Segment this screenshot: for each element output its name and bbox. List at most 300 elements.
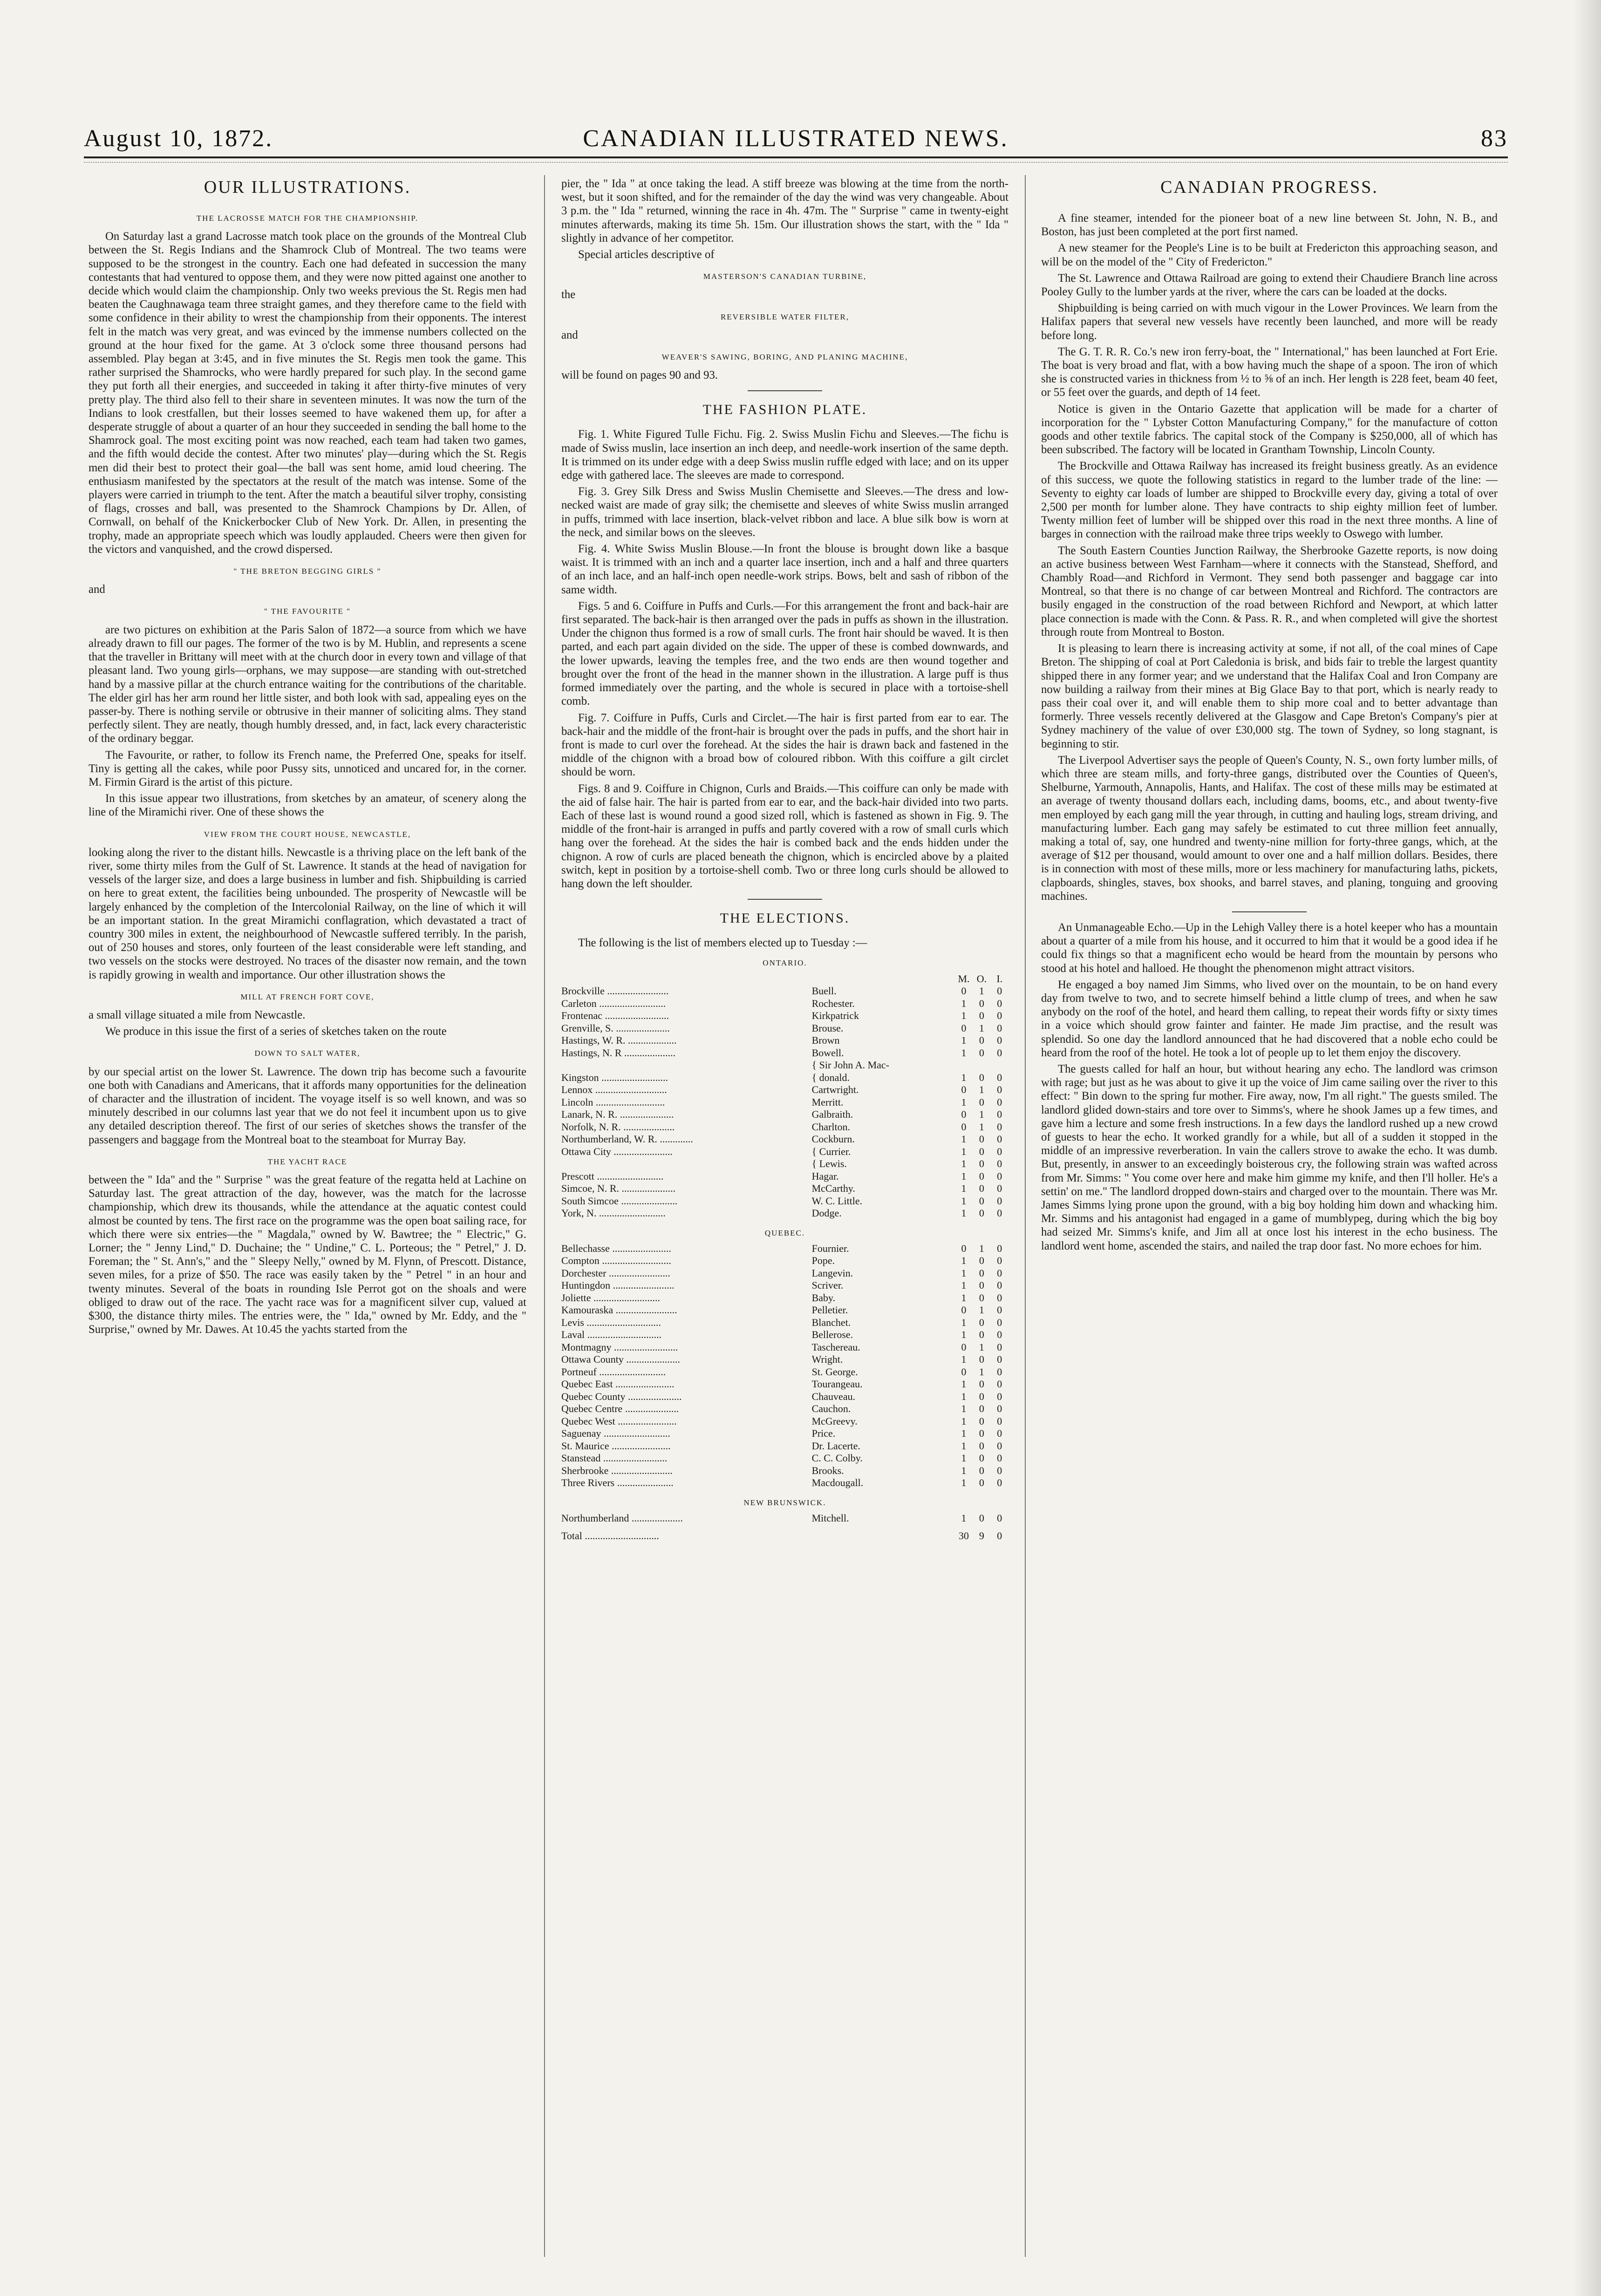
page-edge-shadow [1573, 0, 1601, 2296]
riding-name: Levis ............................. [561, 1316, 661, 1328]
member-name: Brown [811, 1034, 840, 1046]
count-i: 0 [997, 1304, 1002, 1316]
riding-name: Laval ............................. [561, 1329, 662, 1341]
count-o [973, 1059, 990, 1072]
count-o: 0 [979, 1378, 984, 1390]
riding-name: St. Maurice ....................... [561, 1440, 671, 1452]
table-row [561, 1341, 1008, 1354]
count-o: 0 [979, 1403, 984, 1415]
count-o: 1 [979, 1341, 984, 1353]
riding-name: Prescott .......................... [561, 1170, 664, 1182]
table-row [561, 1366, 1008, 1379]
count-m: 1 [961, 997, 967, 1009]
member-name: McGreevy. [811, 1415, 858, 1427]
member-name: St. George. [811, 1365, 858, 1378]
count-m: 1 [961, 1477, 967, 1489]
paragraph: pier, the " Ida " at once taking the lead. A stiff breeze was blowing at the time from the north-west, but it soon shifted, and for the remainder of the day the wind was very changeable. About 3 p.m. the " Ida " returned, winning the race in 4h. 47m. The " Surprise " came in twenty-eight minutes afterwards, making its time 5h. 15m. Our illustration shows the start, with the " Ida " slightly in advance of her competitor. [561, 177, 1008, 245]
member-name: Fournier. [811, 1242, 849, 1254]
table-row [561, 1108, 1008, 1121]
table-row [561, 1022, 1008, 1035]
member-name: Cockburn. [811, 1133, 855, 1145]
count-o: 0 [979, 1316, 984, 1328]
spacer [561, 973, 812, 985]
count-m: 1 [961, 1010, 967, 1022]
count-i: 0 [997, 1378, 1002, 1390]
count-i: 0 [997, 1010, 1002, 1022]
member-name: Blanchet. [811, 1316, 851, 1328]
count-o: 1 [979, 1242, 984, 1254]
count-i: 0 [997, 1530, 1002, 1542]
member-name: Cartwright. [811, 1084, 859, 1096]
count-o: 0 [979, 1427, 984, 1440]
column-our-illustrations [89, 177, 526, 1339]
member-name: { donald. [811, 1071, 850, 1083]
count-m: 1 [961, 1046, 967, 1059]
count-i: 0 [997, 1279, 1002, 1291]
riding-name [561, 1059, 812, 1072]
header-rule-dashed [84, 162, 1508, 163]
count-m: 1 [961, 1378, 967, 1390]
riding-name: Total ............................. [561, 1530, 659, 1542]
column-fashion-elections [561, 177, 1008, 1542]
count-i: 0 [997, 1022, 1002, 1034]
riding-name: Compton ........................... [561, 1255, 671, 1267]
count-m: 0 [961, 1341, 967, 1353]
elections-list [561, 985, 1008, 1220]
province-label: ONTARIO. [763, 958, 807, 968]
member-name: C. C. Colby. [811, 1452, 863, 1464]
count-m: 0 [961, 985, 967, 997]
table-row [561, 998, 1008, 1010]
paragraph: Figs. 8 and 9. Coiffure in Chignon, Curls and Braids.—This coiffure can only be made with the aid of false hair. The hair is parted from ear to ear, and the back-hair divided into two parts. Each of these last is wound round a good sized roll, which is fastened as shown in Fig. 9. The middle of the front-hair is arranged in puffs and partly covered with a row of small curls which hang over the forehead. At the sides the hair is combed back and the ends hidden under the chignon. A row of curls are placed beneath the chignon, which is encircled above by a plaited switch, kept in position by a tortoise-shell comb. Two or three long curls should be allowed to hang down the left shoulder. [561, 782, 1008, 890]
subheading: " THE BRETON BEGGING GIRLS " [233, 567, 382, 576]
count-m: 0 [961, 1022, 967, 1034]
count-i: 0 [997, 1207, 1002, 1219]
elections-list [561, 1512, 1008, 1525]
count-i: 0 [997, 1267, 1002, 1279]
member-name: Wright. [811, 1353, 843, 1365]
paragraph: are two pictures on exhibition at the Paris Salon of 1872—a source from which we have already drawn to fill our pages. The former of the two is by M. Hublin, and represents a scene that the traveller in Brittany will meet with at the church door in every town and village of that pleasant land. Two young girls—orphans, we may suppose—are standing with out-stretched hand by a massive pillar at the church entrance waiting for the contributions of the charitable. The elder girl has her arm round her little sister, and both look with sad, appealing eyes on the passer-by. There is nothing servile or obtrusive in their manner of soliciting alms. They stand perfectly silent. They are neatly, though humbly dressed, and, in fact, lack every characteristic of the ordinary beggar. [89, 623, 526, 745]
count-m: 1 [961, 1427, 967, 1440]
subheading: THE YACHT RACE [267, 1157, 347, 1166]
province-label: QUEBEC. [764, 1228, 805, 1237]
column-header: M. [958, 972, 970, 985]
count-m: 1 [961, 1353, 967, 1365]
count-m: 1 [961, 1255, 967, 1267]
member-name: Langevin. [811, 1267, 853, 1279]
table-row [561, 1465, 1008, 1477]
member-name: Tourangeau. [811, 1378, 863, 1390]
paragraph: Special articles descriptive of [578, 248, 715, 261]
riding-name: Ottawa County ..................... [561, 1353, 680, 1365]
paragraph: The following is the list of members elected up to Tuesday :— [578, 937, 867, 950]
table-row [561, 1084, 1008, 1096]
riding-name: Lanark, N. R. ..................... [561, 1108, 674, 1121]
count-o: 0 [979, 997, 984, 1009]
table-row [561, 1329, 1008, 1341]
count-m [955, 1059, 973, 1072]
count-o: 0 [979, 1010, 984, 1022]
table-row [561, 1317, 1008, 1329]
count-i: 0 [997, 1255, 1002, 1267]
count-o: 0 [979, 1158, 984, 1170]
riding-name: Hastings, N. R .................... [561, 1046, 676, 1059]
paragraph: It is pleasing to learn there is increasing activity at some, if not all, of the coal mines of Cape Breton. The shipping of coal at Port Caledonia is brisk, and bids fair to treble the largest quantity shipped there in any former year; and we understand that the Halifax Coal and Iron Company are now building a railway from their mines at Big Glace Bay to that port, which is nearly ready to pass their coal over it, and will enable them to ship more coal and to better advantage than formerly. Three vessels recently delivered at the Glasgow and Cape Breton's Company's pier at Sydney machinery of the value of over £30,000 stg. The town of Sydney, so long stagnant, is beginning to stir. [1041, 642, 1498, 750]
count-o: 0 [979, 1452, 984, 1464]
paragraph: Fig. 7. Coiffure in Puffs, Curls and Circlet.—The hair is first parted from ear to ear. The back-hair and the middle of the front-hair is brought over the pads in puffs, and the short hair in front is made to curl over the forehead. At the sides the hair is drawn back and fastened in the middle of the chignon with a broad bow of coloured ribbon. With this coiffure a gilt circlet should be worn. [561, 711, 1008, 779]
table-row [561, 1243, 1008, 1255]
member-name: Dr. Lacerte. [811, 1440, 861, 1452]
table-row [561, 1010, 1008, 1022]
table-row [561, 1195, 1008, 1208]
riding-name: Grenville, S. ..................... [561, 1022, 670, 1034]
count-i: 0 [997, 1034, 1002, 1046]
article-item: WEAVER'S SAWING, BORING, AND PLANING MACHINE, [661, 353, 908, 362]
count-i: 0 [997, 1242, 1002, 1254]
count-m: 1 [961, 1096, 967, 1108]
table-row [561, 1427, 1008, 1440]
riding-name: Saguenay .......................... [561, 1427, 671, 1440]
table-row [561, 1415, 1008, 1428]
count-m: 1 [961, 1512, 967, 1524]
riding-name: Ottawa City ....................... [561, 1145, 673, 1157]
count-i: 0 [997, 1329, 1002, 1341]
count-m: 1 [961, 1390, 967, 1402]
count-i: 0 [997, 1182, 1002, 1195]
divider [1232, 911, 1307, 912]
member-name: McCarthy. [811, 1182, 855, 1195]
count-i: 0 [997, 1158, 1002, 1170]
riding-name: Carleton .......................... [561, 997, 666, 1009]
section-heading: OUR ILLUSTRATIONS. [204, 177, 411, 197]
count-o: 0 [979, 1071, 984, 1083]
member-name [812, 1524, 955, 1542]
count-i: 0 [997, 1316, 1002, 1328]
count-o: 1 [979, 1365, 984, 1378]
riding-name: Quebec Centre ..................... [561, 1403, 679, 1415]
count-o: 0 [979, 1329, 984, 1341]
riding-name: Frontenac ......................... [561, 1010, 669, 1022]
count-i: 0 [997, 1427, 1002, 1440]
riding-name: Lincoln ........................... [561, 1096, 665, 1108]
member-name: Hagar. [811, 1170, 839, 1182]
count-i: 0 [997, 997, 1002, 1009]
riding-name: Dorchester ........................ [561, 1267, 671, 1279]
count-i: 0 [997, 1170, 1002, 1182]
table-row [561, 1146, 1008, 1158]
paragraph: between the " Ida" and the " Surprise " was the great feature of the regatta held at Lachine on Saturday last. The great attraction of the day, however, was the match for the lacrosse championship, which drew its thousands, while the attendance at the aquatic contest could almost be counted by tens. The first race on the programme was the open boat sailing race, for which there were six entries—the " Magdala," owned by W. Bawtree; the " Electric," G. Lorner; the " Jenny Lind," D. Duchaine; the " Undine," C. L. Porteous; the " Petrel," J. D. Foreman; the " St. Ann's," and the " Sleepy Nelly," owned by M. Flynn, of Prescott. Distance, seven miles, for a prize of $50. The race was easily taken by the " Petrel " in an hour and twenty minutes. Several of the boats in rounding Isle Perrot got on the shoals and were obliged to draw out of the race. The yacht race was for a magnificent silver cup, valued at $300, the distance thirty miles. The entries were, the " Ida," owned by Mr. Eddy, and the " Surprise," owned by Mr. Dawes. At 10.45 the yachts started from the [89, 1174, 526, 1336]
count-m: 1 [961, 1182, 967, 1195]
table-row [561, 1304, 1008, 1317]
table-row [561, 1267, 1008, 1280]
riding-name: Stanstead ......................... [561, 1452, 668, 1464]
column-divider [544, 175, 545, 2257]
count-i: 0 [997, 1195, 1002, 1207]
riding-name: South Simcoe ...................... [561, 1195, 678, 1207]
member-name: Price. [811, 1427, 836, 1440]
member-name: W. C. Little. [811, 1195, 863, 1207]
table-row [561, 1524, 1008, 1542]
connector-text: and [561, 328, 578, 341]
member-name: Bowell. [811, 1046, 844, 1059]
paragraph: The guests called for half an hour, but without hearing any echo. The landlord was crimson with rage; but just as he was about to give it up the voice of Jim came sailing over the river to this effect: " Bin down to the spring fur mother. Fire away, now, I'm all right." The guests smiled. The landlord glided down-stairs and tore over to Simms's, where he shook James up a few times, and gave him a lecture and some fresh instructions. In a few days the landlord rushed up a new crowd of guests to hear the echo. It worked grandly for a while, but all of a sudden it stopped in the middle of an impressive reverberation. In vain the callers strove to awake the echo. It was dumb. But, presently, in answer to an exceedingly boisterous cry, the following strain was wafted across from Mr. Simms: " You come over here and make him gimme my knife, and then I'll holler. He's a settin' on me." The landlord dropped down-stairs and charged over to the mountain. There was Mr. James Simms lying prone upon the ground, with a big boy holding him down and whacking him. Mr. Simms and his antagonist had engaged in a game of mumblypeg, during which the big boy had seized Mr. Simms's knife, and Jim all at once lost his interest in the echo business. The landlord went home, ascended the stairs, and nailed the trap door fast. No more echoes for him. [1041, 1062, 1498, 1252]
header-rule [84, 156, 1508, 158]
table-row [561, 985, 1008, 998]
count-m: 1 [961, 1195, 967, 1207]
member-name: Scriver. [811, 1279, 844, 1291]
count-m: 1 [961, 1034, 967, 1046]
table-row [561, 1255, 1008, 1267]
count-o: 0 [979, 1291, 984, 1304]
column-header: I. [996, 972, 1003, 985]
count-m: 1 [961, 1279, 967, 1291]
count-m: 1 [961, 1133, 967, 1145]
count-m: 1 [961, 1329, 967, 1341]
count-o: 0 [979, 1034, 984, 1046]
count-m: 1 [961, 1170, 967, 1182]
paragraph: The G. T. R. R. Co.'s new iron ferry-boat, the " International," has been launched at Fort Erie. The boat is very broad and flat, with a bow having much the shape of a spoon. The iron of which she is constructed varies in thickness from ½ to ⅝ of an inch. Her length is 228 feet, beam 40 feet, or 55 feet over the guards, and depth of 14 feet. [1041, 345, 1498, 399]
count-i: 0 [997, 1291, 1002, 1304]
count-o: 0 [979, 1096, 984, 1108]
count-i: 0 [997, 1145, 1002, 1157]
table-row [561, 1072, 1008, 1084]
connector-text: and [89, 583, 105, 596]
count-i: 0 [997, 1464, 1002, 1476]
count-o: 0 [979, 1133, 984, 1145]
member-name: Baby. [811, 1291, 836, 1304]
table-row [561, 1378, 1008, 1391]
table-row [561, 1096, 1008, 1109]
count-o: 0 [979, 1464, 984, 1476]
count-i: 0 [997, 1108, 1002, 1121]
count-i: 0 [997, 1452, 1002, 1464]
riding-name: Hastings, W. R. ................... [561, 1034, 677, 1046]
spacer [812, 973, 955, 985]
member-name: Cauchon. [811, 1403, 851, 1415]
riding-name: Quebec West ....................... [561, 1415, 677, 1427]
member-name: Chauveau. [811, 1390, 856, 1402]
paragraph: Shipbuilding is being carried on with much vigour in the Lower Provinces. We learn from the Halifax papers that several new vessels have recently been launched, and more will be ready before long. [1041, 302, 1498, 342]
subheading: MILL AT FRENCH FORT COVE, [240, 992, 375, 1001]
riding-name: Quebec East ....................... [561, 1378, 674, 1390]
paragraph: The South Eastern Counties Junction Railway, the Sherbrooke Gazette reports, is now doing an active business between West Farnham—where it connects with the Stanstead, Shefford, and Chambly Road—and Richford in Vermont. They send both passenger and baggage car into Montreal, so that there is no change of car between Montreal and Richford. The contractors are busily engaged in the construction of the road between Richford and Newport, at which latter place connection is made with the Conn. & Pass. R. R., and when completed will give the shortest through route from Montreal to Boston. [1041, 544, 1498, 639]
riding-name: Lennox ............................ [561, 1084, 667, 1096]
count-m: 1 [961, 1158, 967, 1170]
count-o: 0 [979, 1440, 984, 1452]
elections-list [561, 1243, 1008, 1489]
count-o: 1 [979, 1304, 984, 1316]
riding-name: Quebec County ..................... [561, 1390, 682, 1402]
count-m: 1 [961, 1440, 967, 1452]
paragraph: A fine steamer, intended for the pioneer boat of a new line between St. John, N. B., and Boston, has just been completed at the port first named. [1041, 212, 1498, 238]
paragraph: In this issue appear two illustrations, from sketches by an amateur, of scenery along the line of the Miramichi river. One of these shows the [89, 792, 526, 819]
count-i: 0 [997, 1365, 1002, 1378]
paragraph: The St. Lawrence and Ottawa Railroad are going to extend their Chaudiere Branch line across Pooley Gully to the lumber yards at the river, where the cars can be loaded at the docks. [1041, 272, 1498, 299]
paragraph: will be found on pages 90 and 93. [561, 369, 718, 382]
table-row [561, 1133, 1008, 1146]
paragraph: The Brockville and Ottawa Railway has increased its freight business greatly. As an evidence of this success, we quote the following statistics in regard to the lumber trade of the line: —Seventy to eighty car loads of lumber are shipped to Brockville every day, giving a total of over 2,500 per month for lumber alone. They have contracts to ship eighty million feet of lumber. Twenty million feet of lumber will be shipped over this road in the next three months. A line of barges in connection with the railroad make three trips weekly to Oswego with lumber. [1041, 460, 1498, 541]
count-m: 1 [961, 1415, 967, 1427]
table-row [561, 1403, 1008, 1415]
count-o: 0 [979, 1390, 984, 1402]
table-row [561, 1292, 1008, 1304]
riding-name: Bellechasse ....................... [561, 1242, 671, 1254]
riding-name: Montmagny ......................... [561, 1341, 678, 1353]
member-name: Bellerose. [811, 1329, 853, 1341]
elections-table [561, 956, 1008, 1542]
table-row [561, 1477, 1008, 1489]
count-m: 30 [958, 1530, 969, 1542]
count-m: 0 [961, 1304, 967, 1316]
count-i: 0 [997, 1133, 1002, 1145]
page-number: 83 [1481, 125, 1508, 152]
riding-name: Norfolk, N. R. .................... [561, 1121, 675, 1133]
member-name: Brooks. [811, 1464, 844, 1476]
table-row [561, 1512, 1008, 1525]
riding-name [561, 1158, 812, 1170]
count-i: 0 [997, 1046, 1002, 1059]
count-o: 0 [979, 1195, 984, 1207]
paragraph: looking along the river to the distant hills. Newcastle is a thriving place on the left bank of the river, some thirty miles from the Gulf of St. Lawrence. It stands at the head of navigation for vessels of the larger size, and does a large business in lumber and fish. Shipbuilding is carried on here to great extent, the facilities being unbounded. The prosperity of Newcastle will be largely enhanced by the completion of the Intercolonial Railway, on the line of which it will be an important station. In the great Miramichi conflagration, which devastated a tract of country 300 miles in extent, the neighbourhood of Newcastle suffered terribly. In the parish, out of 250 houses and stores, only fourteen of the least considerable were left standing, and two vessels on the stocks were destroyed. No traces of the disaster now remain, and the town is rapidly growing in wealth and importance. Our other illustration shows the [89, 846, 526, 981]
count-i: 0 [997, 985, 1002, 997]
riding-name: Three Rivers ...................... [561, 1477, 674, 1489]
column-header: O. [976, 972, 987, 985]
riding-name: Kingston .......................... [561, 1071, 668, 1083]
count-o: 0 [979, 1046, 984, 1059]
table-row [561, 1279, 1008, 1292]
member-name: Pope. [811, 1255, 835, 1267]
table-row [561, 1207, 1008, 1220]
count-m: 0 [961, 1365, 967, 1378]
subheading: THE LACROSSE MATCH FOR THE CHAMPIONSHIP. [196, 214, 419, 223]
member-name: Rochester. [811, 997, 855, 1009]
count-m: 1 [961, 1207, 967, 1219]
table-row [561, 1353, 1008, 1366]
member-name: Merritt. [811, 1096, 844, 1108]
table-row [561, 1158, 1008, 1170]
count-o: 0 [979, 1415, 984, 1427]
paragraph: by our special artist on the lower St. Lawrence. The down trip has become such a favourite one both with Canadians and Americans, that it affords many opportunities for the delineation of character and the illustration of incident. The voyage itself is so well known, and was so minutely described in our columns last year that we do not feel it incumbent upon us to give any detailed description thereof. The first of our series of sketches shows the transfer of the passengers and baggage from the Montreal boat to the steamboat for Murray Bay. [89, 1065, 526, 1146]
count-o: 0 [979, 1255, 984, 1267]
count-o: 0 [979, 1182, 984, 1195]
paragraph: An Unmanageable Echo.—Up in the Lehigh Valley there is a hotel keeper who has a mountain about a quarter of a mile from his house, and it occurred to him that it would be a good idea if he could fix things so that a magnificent echo would be heard from the mountain by persons who stood at his hotel and halloed. He thought the phenomenon might attract visitors. [1041, 921, 1498, 975]
article-item: REVERSIBLE WATER FILTER, [720, 312, 850, 321]
table-row [561, 1034, 1008, 1047]
member-name: { Currier. [811, 1145, 851, 1157]
member-name: Brouse. [811, 1022, 844, 1034]
count-o: 0 [979, 1512, 984, 1524]
elections-total [561, 1524, 1008, 1542]
count-m: 1 [961, 1291, 967, 1304]
article-item: MASTERSON'S CANADIAN TURBINE, [703, 272, 867, 281]
count-m: 1 [961, 1145, 967, 1157]
member-name: Pelletier. [811, 1304, 848, 1316]
count-m: 1 [961, 1267, 967, 1279]
paragraph: The Favourite, or rather, to follow its French name, the Preferred One, speaks for itself. Tiny is getting all the cakes, while poor Pussy sits, unnoticed and uncared for, in the corner. M. Firmin Girard is the artist of this picture. [89, 748, 526, 788]
paragraph: A new steamer for the People's Line is to be built at Fredericton this approaching season, and will be on the model of the " City of Fredericton." [1041, 242, 1498, 268]
table-row [561, 1059, 1008, 1072]
province-label: NEW BRUNSWICK. [743, 1498, 826, 1507]
member-name: Charlton. [811, 1121, 851, 1133]
issue-date: August 10, 1872. [84, 125, 273, 152]
count-o: 1 [979, 985, 984, 997]
count-o: 0 [979, 1170, 984, 1182]
table-row [561, 1047, 1008, 1060]
count-o: 9 [979, 1530, 984, 1542]
paragraph: He engaged a boy named Jim Simms, who lived over on the mountain, to be on hand every day from twelve to two, and to secrete himself behind a little clump of trees, and when he saw anybody on the roof of the hotel, and heard them calling, to repeat their words fifty or sixty times in a voice which should grow fainter and fainter. He made Jim practise, and the result was splendid. So one day the landlord announced that he had discovered that a noble echo could be heard from the roof of the hotel. He took a lot of people up to let them enjoy the discovery. [1041, 978, 1498, 1059]
paragraph: Fig. 3. Grey Silk Dress and Swiss Muslin Chemisette and Sleeves.—The dress and low-necked waist are made of gray silk; the chemisette and sleeves of white Swiss muslin arranged in puffs, trimmed with lace insertion, black-velvet ribbon and lace. A blue silk bow is worn at the neck, and similar bows on the sleeves. [561, 485, 1008, 539]
count-o: 0 [979, 1207, 984, 1219]
section-heading: THE ELECTIONS. [720, 910, 850, 926]
connector-text: the [561, 288, 576, 301]
member-name: Kirkpatrick [811, 1010, 859, 1022]
riding-name: Portneuf .......................... [561, 1365, 666, 1378]
paragraph: Figs. 5 and 6. Coiffure in Puffs and Curls.—For this arrangement the front and back-hair are first separated. The back-hair is then arranged over the pads in puffs as shown in the illustration. Under the chignon thus formed is a row of small curls. The front hair should be waved. It is then parted, and each part again divided on the side. The upper of these is combed downwards, and the lower upwards, leaving the temples free, and the two ends are then wound together and brought over the front of the head in the manner shown in the illustration. A large puff is thus formed immediately over the parting, and the whole is secured in place with a tortoise-shell comb. [561, 599, 1008, 708]
riding-name: Northumberland, W. R. ............. [561, 1133, 693, 1145]
table-row [561, 1452, 1008, 1465]
count-m: 1 [961, 1316, 967, 1328]
section-heading: CANADIAN PROGRESS. [1160, 177, 1378, 197]
count-m: 0 [961, 1242, 967, 1254]
paragraph: On Saturday last a grand Lacrosse match took place on the grounds of the Montreal Club between the St. Regis Indians and the Shamrock Club of Montreal. The two teams were supposed to be the strongest in the country. Each one had defeated in succession the many contestants that had ventured to oppose them, and they were now pitted against one another to decide which would claim the championship. Only two weeks previous the St. Regis men had beaten the Caughnawaga team three straight games, and they therefore came to the field with some confidence in their ability to wrest the championship from their opponents. The interest felt in the match was very great, and was evinced by the immense numbers collected on the ground at the hour fixed for the game. At 3 o'clock some three thousand persons had assembled. Play began at 3:45, and in five minutes the St. Regis men took the game. This rather surprised the Shamrocks, who were hardly prepared for such play. In the second game they put forth all their energies, and succeeded in taking it after thirty-five minutes of very pretty play. The third also fell to their share in seventeen minutes. It was now the turn of the Indians to look crestfallen, but their losses seemed to have wakened them up, for after a desperate struggle of about a quarter of an hour they succeeded in sending the ball home to the Shamrock goal. The most exciting point was now reached, each team had taken two games, and the fifth would decide the contest. After two minutes' play—during which the St. Regis men did their best to protect their goal—the ball was sent home, amid loud cheering. The enthusiasm manifested by the spectators at the result of the match was intense. Some of the players were carried in triumph to the tent. After the match a beautiful silver trophy, consisting of flags, crosses and ball, was presented to the Shamrock Champions by Dr. Allen, of Cornwall, on behalf of the Knickerbocker Club of New York. Dr. Allen, in presenting the trophy, made an appropriate speech which was loudly applauded. Cheers were then given for the victors and vanquished, and the crowd dispersed. [89, 230, 526, 556]
member-name: Galbraith. [811, 1108, 853, 1121]
count-o: 0 [979, 1145, 984, 1157]
section-heading: THE FASHION PLATE. [702, 402, 867, 418]
riding-name: Simcoe, N. R. ..................... [561, 1182, 676, 1195]
paragraph: a small village situated a mile from Newcastle. [89, 1008, 306, 1021]
riding-name: Joliette .......................... [561, 1291, 661, 1304]
column-divider [1025, 175, 1026, 2257]
count-i: 0 [997, 1440, 1002, 1452]
count-i [991, 1059, 1008, 1072]
count-m: 0 [961, 1121, 967, 1133]
count-o: 0 [979, 1477, 984, 1489]
member-name: Buell. [811, 985, 837, 997]
masthead-title: CANADIAN ILLUSTRATED NEWS. [583, 125, 1009, 152]
member-name: Taschereau. [811, 1341, 860, 1353]
riding-name: Kamouraska ........................ [561, 1304, 677, 1316]
count-i: 0 [997, 1341, 1002, 1353]
count-i: 0 [997, 1096, 1002, 1108]
subheading: DOWN TO SALT WATER, [254, 1049, 361, 1058]
count-m: 0 [961, 1084, 967, 1096]
count-o: 1 [979, 1108, 984, 1121]
paragraph: Fig. 4. White Swiss Muslin Blouse.—In front the blouse is brought down like a basque waist. It is trimmed with an inch and a quarter lace insertion, inch and a half and three quarters of an inch lace, and an half-inch open needle-work strips. Bows, belt and sash of ribbon of the same width. [561, 543, 1008, 596]
member-name: Mitchell. [811, 1512, 849, 1524]
count-o: 0 [979, 1279, 984, 1291]
count-i: 0 [997, 1121, 1002, 1133]
count-i: 0 [997, 1403, 1002, 1415]
table-row [561, 1391, 1008, 1403]
riding-name: York, N. .......................... [561, 1207, 666, 1219]
count-m: 1 [961, 1071, 967, 1083]
member-name: { Sir John A. Mac- [811, 1059, 889, 1071]
riding-name: Huntingdon ........................ [561, 1279, 674, 1291]
paragraph: The Liverpool Advertiser says the people of Queen's County, N. S., own forty lumber mills, of which three are steam mills, and forty-three gangs, distributed over the Counties of Queen's, Shelburne, Yarmouth, Annapolis, Hants, and Halifax. The cost of these mills may be estimated at an average of twenty thousand dollars each, including dams, booms, etc., and about twenty-five men employed by each gang mill the year through, in cutting and hauling logs, stream driving, and manufacturing lumber. Each gang may safely be estimated to cut three million feet annually, making a total of, say, one hundred and twenty-nine million for forty-three gangs, which, at the average of $12 per thousand, would amount to over one and a half million dollars. Besides, there is in connection with most of these mills, more or less machinery for manufacturing laths, pickets, clapboards, shingles, staves, box shooks, and barrel staves, and planing, tonguing and grooving machines. [1041, 754, 1498, 903]
count-i: 0 [997, 1512, 1002, 1524]
count-m: 0 [961, 1108, 967, 1121]
table-row [561, 1170, 1008, 1183]
count-m: 1 [961, 1452, 967, 1464]
table-row [561, 1182, 1008, 1195]
count-i: 0 [997, 1071, 1002, 1083]
riding-name: Northumberland .................... [561, 1512, 683, 1524]
paragraph: Notice is given in the Ontario Gazette that application will be made for a charter of incorporation for the " Lybster Cotton Manufacturing Company," for the manufacture of cotton goods and other textile fabrics. The capital stock of the Company is $250,000, all of which has been subscribed. The factory will be located in Grantham Township, Lincoln County. [1041, 402, 1498, 456]
count-o: 1 [979, 1022, 984, 1034]
member-name: Dodge. [811, 1207, 842, 1219]
count-o: 0 [979, 1353, 984, 1365]
count-o: 1 [979, 1121, 984, 1133]
